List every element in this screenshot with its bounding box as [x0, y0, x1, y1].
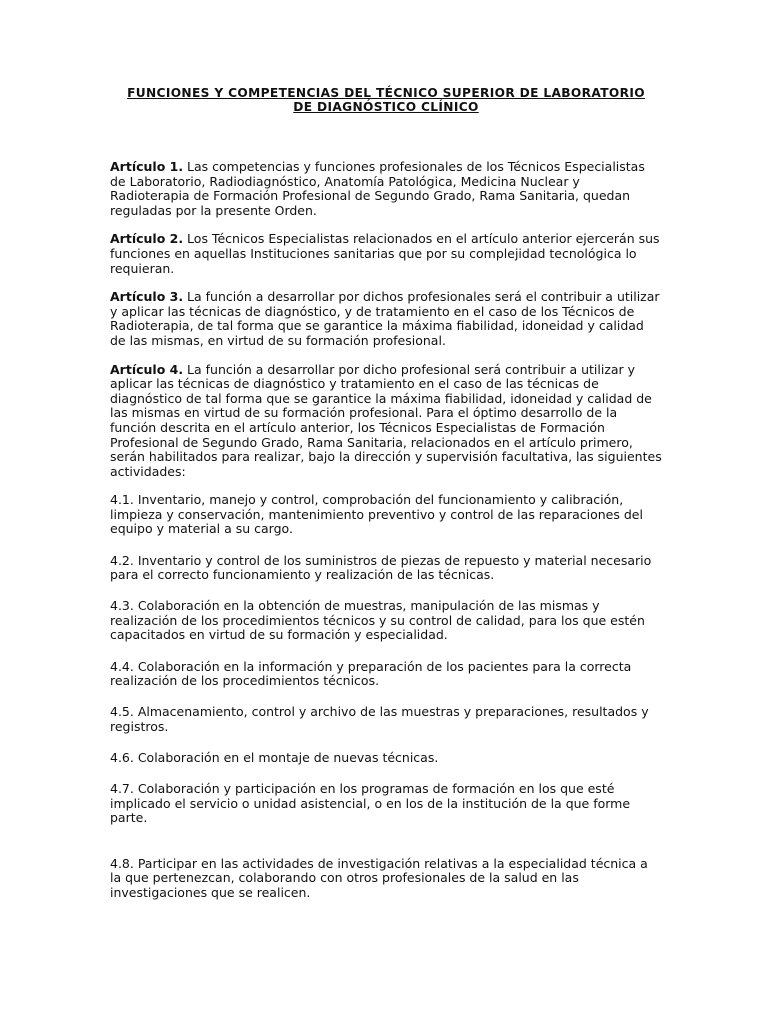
activity-item-4-8: 4.8. Participar en las actividades de investigación relativas a la especialidad técnica a la que pertenezcan, colaborando con otros profesionales de la salud en las investigaciones que se realicen. [110, 855, 648, 900]
article-4 [110, 363, 662, 480]
article-text: Las competencias y funciones profesionales de los Técnicos Especialistas de Laboratorio, Radiodiagnóstico, Anatomía Patológica, Medicina Nuclear y Radioterapia de Formación Profesional de Segundo Grado, Rama Sanitaria, quedan reguladas por la presente Orden. [110, 159, 645, 218]
article-text: La función a desarrollar por dichos profesionales será el contribuir a utilizar y aplicar las técnicas de diagnóstico, y de tratamiento en el caso de los Técnicos de Radioterapia, de tal forma que se garantice la máxima fiabilidad, idoneidad y calidad de las mismas, en virtud de su formación profesional. [110, 289, 660, 348]
activity-item-4-1: 4.1. Inventario, manejo y control, comprobación del funcionamiento y calibración, limpieza y conservación, mantenimiento preventivo y control de las reparaciones del equipo y material a su cargo. [110, 492, 643, 537]
title-line-2: DE DIAGNÓSTICO CLÍNICO [293, 100, 479, 114]
activity-item-4-2: 4.2. Inventario y control de los suministros de piezas de repuesto y material necesario para el correcto funcionamiento y realización de las técnicas. [110, 552, 652, 583]
activity-item-4-5: 4.5. Almacenamiento, control y archivo de las muestras y preparaciones, resultados y registros. [110, 704, 649, 734]
activity-item-4-6: 4.6. Colaboración en el montaje de nuevas técnicas. [110, 749, 439, 765]
article-2 [110, 232, 662, 276]
article-heading: Artículo 4. [110, 361, 184, 377]
article-heading: Artículo 2. [110, 231, 184, 247]
article-1 [110, 160, 662, 218]
article-3 [110, 290, 662, 348]
document-title [110, 86, 662, 114]
article-text: Los Técnicos Especialistas relacionados en el artículo anterior ejercerán sus funciones en aquellas Instituciones sanitarias que por su complejidad tecnológica lo requieran. [110, 231, 660, 276]
document-page [110, 86, 662, 917]
article-heading: Artículo 3. [110, 289, 184, 305]
activity-item-4-4: 4.4. Colaboración en la información y preparación de los pacientes para la correcta realización de los procedimientos técnicos. [110, 658, 632, 689]
article-heading: Artículo 1. [110, 159, 184, 174]
article-text: La función a desarrollar por dicho profesional será contribuir a utilizar y aplicar las técnicas de diagnóstico y tratamiento en el caso de las técnicas de diagnóstico de tal forma que se garantice la máxima fiabilidad, idoneidad y calidad de las mismas en virtud de su formación profesional. Para el óptimo desarrollo de la función descrita en el artículo anterior, los Técnicos Especialistas de Formación Profesional de Segundo Grado, Rama Sanitaria, relacionados en el artículo primero, serán habilitados para realizar, bajo la dirección y supervisión facultativa, las siguientes actividades: [110, 361, 662, 479]
activity-item-4-7: 4.7. Colaboración y participación en los programas de formación en los que esté implicado el servicio o unidad asistencial, o en los de la institución de la que forme parte. [110, 781, 631, 826]
activity-item-4-3: 4.3. Colaboración en la obtención de muestras, manipulación de las mismas y realización de los procedimientos técnicos y su control de calidad, para los que estén capacitados en virtud de su formación y especialidad. [110, 598, 645, 643]
title-line-1: FUNCIONES Y COMPETENCIAS DEL TÉCNICO SUPERIOR DE LABORATORIO [127, 86, 645, 100]
